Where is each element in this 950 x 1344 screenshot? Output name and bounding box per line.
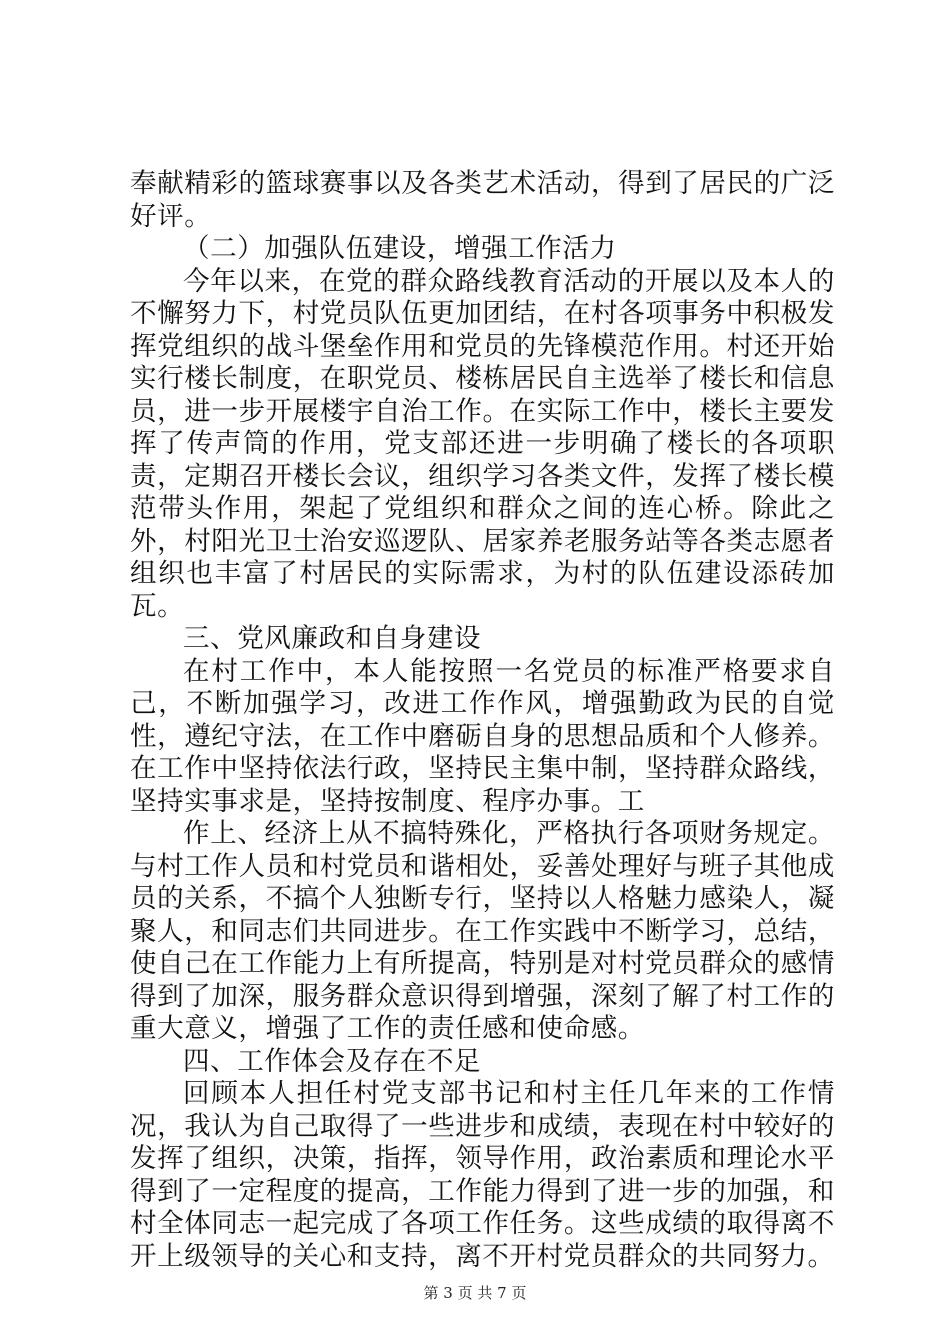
paragraph-integrity: 在村工作中，本人能按照一名党员的标准严格要求自己，不断加强学习，改进工作作风，增强勤政为民的自觉性，遵纪守法，在工作中磨砺自身的思想品质和个人修养。在工作中坚持依法行政，坚持民主集中制，坚持群众路线，坚持实事求是，坚持按制度、程序办事。工: [130, 655, 835, 817]
page-footer: [0, 1283, 950, 1303]
page-number-label: 第 3 页 共 7 页: [423, 1284, 527, 1302]
section-heading-team-building: （二）加强队伍建设，增强工作活力: [183, 233, 617, 264]
document-body: [130, 168, 835, 1273]
paragraph-work-conduct: 作上、经济上从不搞特殊化，严格执行各项财务规定。与村工作人员和村党员和谐相处，妥善处理好与班子其他成员的关系，不搞个人独断专行，坚持以人格魅力感染人，凝聚人，和同志们共同进步。在工作实践中不断学习，总结，使自己在工作能力上有所提高，特别是对村党员群众的感情得到了加深，服务群众意识得到增强，深刻了解了村工作的重大意义，增强了工作的责任感和使命感。: [130, 818, 835, 1044]
paragraph-reflection: 回顾本人担任村党支部书记和村主任几年来的工作情况，我认为自己取得了一些进步和成绩，表现在村中较好的发挥了组织，决策，指挥，领导作用，政治素质和理论水平得到了一定程度的提高，工作能力得到了进一步的加强，和村全体同志一起完成了各项工作任务。这些成绩的取得离不开上级领导的关心和支持，离不开村党员群众的共同努力。: [130, 1078, 835, 1272]
section-heading-reflection: 四、工作体会及存在不足: [183, 1045, 482, 1077]
section-heading-integrity: 三、党风廉政和自身建设: [183, 623, 482, 654]
paragraph-team-building: 今年以来，在党的群众路线教育活动的开展以及本人的不懈努力下，村党员队伍更加团结，在村各项事务中积极发挥党组织的战斗堡垒作用和党员的先锋模范作用。村还开始实行楼长制度，在职党员、楼栋居民自主选举了楼长和信息员，进一步开展楼宇自治工作。在实际工作中，楼长主要发挥了传声筒的作用，党支部还进一步明确了楼长的各项职责，定期召开楼长会议，组织学习各类文件，发挥了楼长模范带头作用，架起了党组织和群众之间的连心桥。除此之外，村阳光卫士治安巡逻队、居家养老服务站等各类志愿者组织也丰富了村居民的实际需求，为村的队伍建设添砖加瓦。: [130, 265, 835, 622]
paragraph-continued: 奉献精彩的篮球赛事以及各类艺术活动，得到了居民的广泛好评。: [130, 168, 835, 232]
